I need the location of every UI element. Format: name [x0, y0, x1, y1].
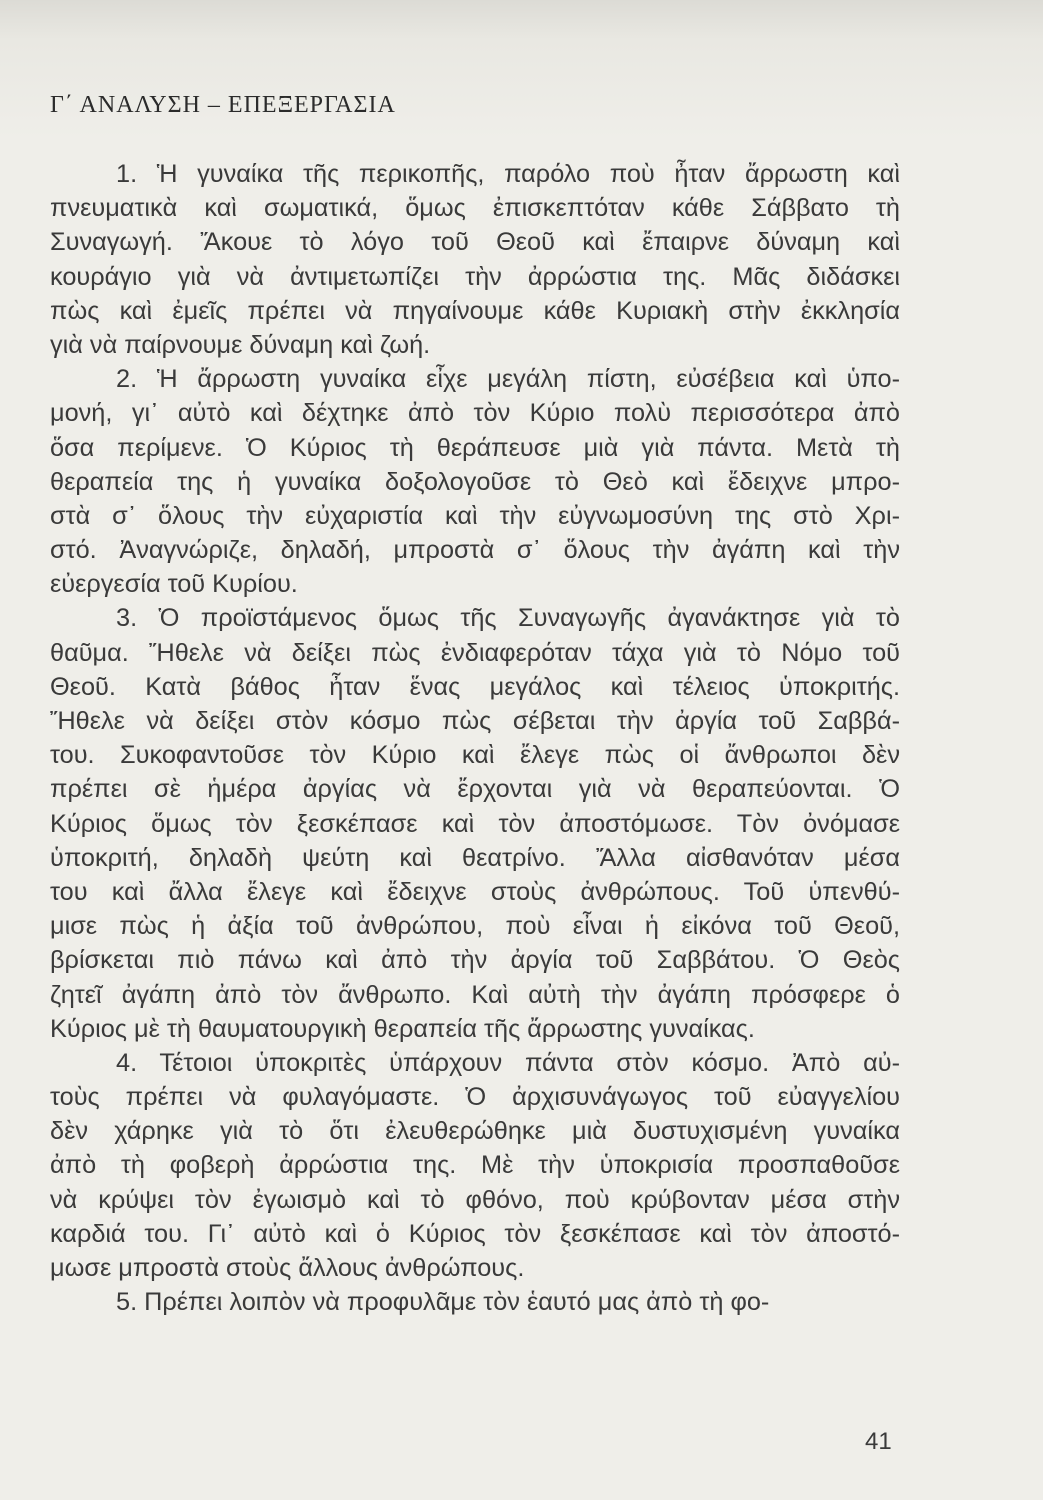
text-line: 3. Ὁ προϊστάμενος ὅμως τῆς Συναγωγῆς ἀγανάκτησε γιὰ τὸ	[116, 604, 900, 633]
text-line: 2. Ἡ ἄρρωστη γυναίκα εἶχε μεγάλη πίστη, εὐσέβεια καὶ ὑπο-	[116, 365, 900, 394]
text-line: Κύριος μὲ τὴ θαυματουργικὴ θεραπεία τῆς ἄρρωστης γυναίκας.	[50, 1014, 755, 1043]
text-line: ὅσα περίμενε. Ὁ Κύριος τὴ θεράπευσε μιὰ γιὰ πάντα. Μετὰ τὴ	[50, 433, 900, 462]
text-line: του. Συκοφαντοῦσε τὸν Κύριο καὶ ἔλεγε πὼς οἱ ἄνθρωποι δὲν	[50, 741, 900, 770]
text-line: μωσε μπροστὰ στοὺς ἄλλους ἀνθρώπους.	[50, 1254, 525, 1282]
text-line: τοὺς πρέπει νὰ φυλαγόμαστε. Ὁ ἀρχισυνάγωγος τοῦ εὐαγγελίου	[50, 1083, 900, 1112]
text-line: μονή, γι᾽ αὐτὸ καὶ δέχτηκε ἀπὸ τὸν Κύριο πολὺ περισσότερα ἀπὸ	[50, 399, 900, 428]
section-heading: Γ΄ ΑΝΑΛΥΣΗ – ΕΠΕΞΕΡΓΑΣΙΑ	[50, 92, 396, 118]
text-line: κουράγιο γιὰ νὰ ἀντιμετωπίζει τὴν ἀρρώστια της. Μᾶς διδάσκει	[50, 262, 900, 291]
text-line: δὲν χάρηκε γιὰ τὸ ὅτι ἐλευθερώθηκε μιὰ δυστυχισμένη γυναίκα	[50, 1117, 900, 1146]
text-line: 5. Πρέπει λοιπὸν νὰ προφυλᾶμε τὸν ἑαυτό μας ἀπὸ τὴ φο-	[116, 1288, 770, 1317]
text-line: πνευματικὰ καὶ σωματικά, ὅμως ἐπισκεπτόταν κάθε Σάββατο τὴ	[50, 194, 900, 223]
text-line: Ἤθελε νὰ δείξει στὸν κόσμο πὼς σέβεται τὴν ἀργία τοῦ Σαββά-	[50, 707, 900, 735]
text-line: Θεοῦ. Κατὰ βάθος ἦταν ἕνας μεγάλος καὶ τέλειος ὑποκριτής.	[50, 672, 900, 701]
text-line: νὰ κρύψει τὸν ἐγωισμὸ καὶ τὸ φθόνο, ποὺ κρύβονταν μέσα στὴν	[50, 1185, 900, 1214]
body-text	[50, 157, 900, 1319]
text-line: πὼς καὶ ἐμεῖς πρέπει νὰ πηγαίνουμε κάθε Κυριακὴ στὴν ἐκκλησία	[50, 296, 900, 325]
page-number: 41	[865, 1428, 892, 1455]
text-line: Συναγωγή. Ἄκουε τὸ λόγο τοῦ Θεοῦ καὶ ἔπαιρνε δύναμη καὶ	[50, 228, 900, 257]
text-line: θεραπεία της ἡ γυναίκα δοξολογοῦσε τὸ Θεὸ καὶ ἔδειχνε μπρο-	[50, 467, 900, 496]
text-line: γιὰ νὰ παίρνουμε δύναμη καὶ ζωή.	[50, 330, 431, 359]
text-line: εὐεργεσία τοῦ Κυρίου.	[50, 570, 298, 599]
text-line: στό. Ἀναγνώριζε, δηλαδή, μπροστὰ σ᾽ ὅλους τὴν ἀγάπη καὶ τὴν	[50, 536, 900, 565]
text-line: 4. Τέτοιοι ὑποκριτὲς ὑπάρχουν πάντα στὸν κόσμο. Ἀπὸ αὐ-	[116, 1048, 900, 1077]
text-line: βρίσκεται πιὸ πάνω καὶ ἀπὸ τὴν ἀργία τοῦ Σαββάτου. Ὁ Θεὸς	[50, 946, 900, 975]
text-line: καρδιά του. Γι᾽ αὐτὸ καὶ ὁ Κύριος τὸν ξεσκέπασε καὶ τὸν ἀποστό-	[50, 1219, 900, 1248]
text-line: πρέπει σὲ ἡμέρα ἀργίας νὰ ἔρχονται γιὰ νὰ θεραπεύονται. Ὁ	[50, 775, 900, 804]
text-line: ὑποκριτή, δηλαδὴ ψεύτη καὶ θεατρίνο. Ἄλλα αἰσθανόταν μέσα	[50, 843, 900, 872]
text-line: του καὶ ἄλλα ἔλεγε καὶ ἔδειχνε στοὺς ἀνθρώπους. Τοῦ ὑπενθύ-	[50, 877, 900, 906]
text-line: 1. Ἡ γυναίκα τῆς περικοπῆς, παρόλο ποὺ ἦταν ἄρρωστη καὶ	[116, 160, 900, 188]
text-line: Κύριος ὅμως τὸν ξεσκέπασε καὶ τὸν ἀποστόμωσε. Τὸν ὀνόμασε	[50, 809, 900, 838]
text-line: στὰ σ᾽ ὅλους τὴν εὐχαριστία καὶ τὴν εὐγνωμοσύνη της στὸ Χρι-	[50, 501, 900, 530]
text-line: ζητεῖ ἀγάπη ἀπὸ τὸν ἄνθρωπο. Καὶ αὐτὴ τὴν ἀγάπη πρόσφερε ὁ	[50, 980, 900, 1009]
text-line: ἀπὸ τὴ φοβερὴ ἀρρώστια της. Μὲ τὴν ὑποκρισία προσπαθοῦσε	[50, 1151, 900, 1180]
text-line: μισε πὼς ἡ ἀξία τοῦ ἀνθρώπου, ποὺ εἶναι ἡ εἰκόνα τοῦ Θεοῦ,	[50, 912, 900, 941]
text-line: θαῦμα. Ἤθελε νὰ δείξει πὼς ἐνδιαφερόταν τάχα γιὰ τὸ Νόμο τοῦ	[50, 638, 900, 667]
